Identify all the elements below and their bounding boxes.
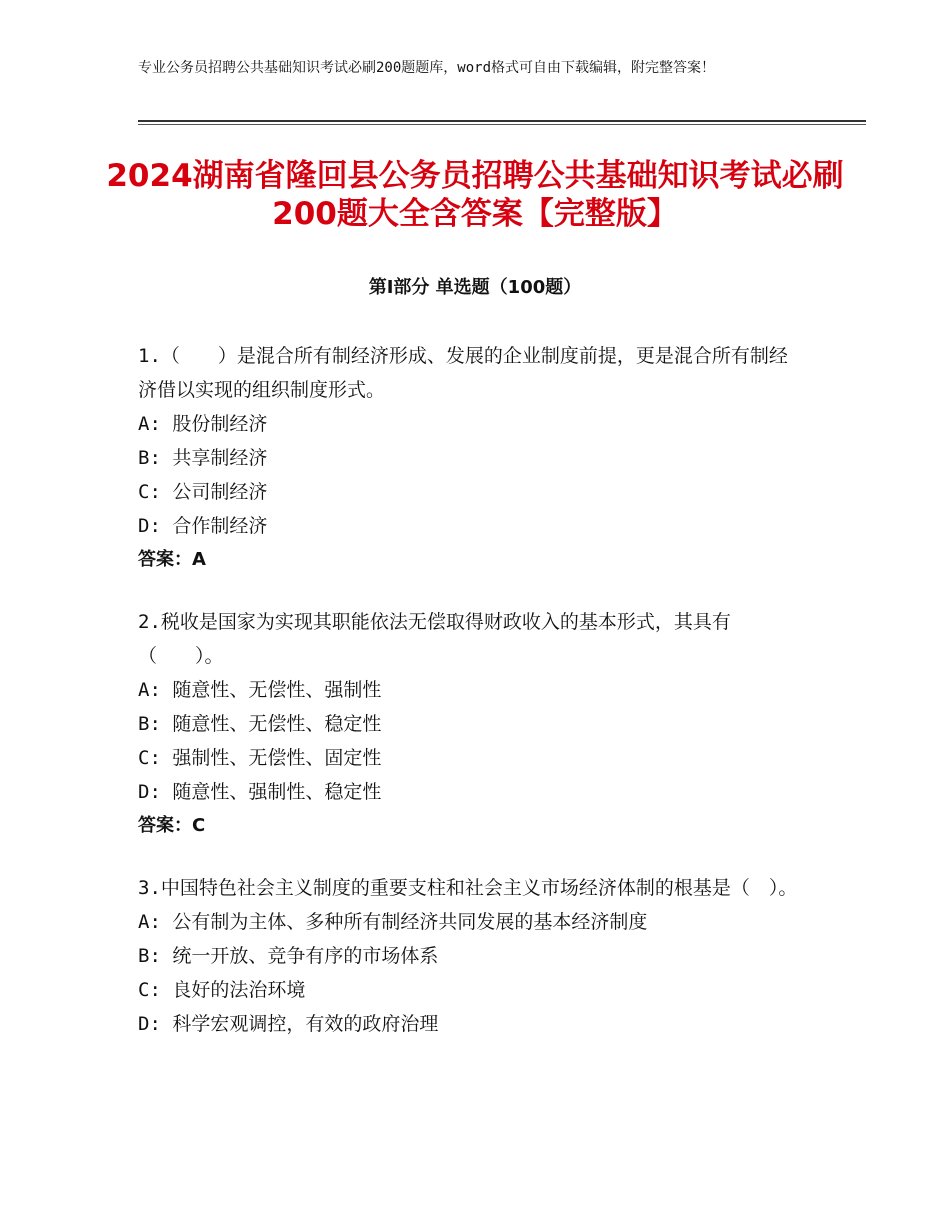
document-title: 2024湖南省隆回县公务员招聘公共基础知识考试必刷200题大全含答案【完整版】: [106, 158, 844, 232]
answer: 答案：A: [138, 549, 206, 570]
question-stem: 1.（ ）是混合所有制经济形成、发展的企业制度前提，更是混合所有制经济借以实现的组织制度形式。: [138, 345, 788, 401]
question-stem: 2.税收是国家为实现其职能依法无偿取得财政收入的基本形式，其具有（ ）。: [138, 611, 731, 667]
option-c: C: 公司制经济: [138, 481, 268, 503]
header-rule-thick: [138, 120, 866, 122]
option-a: A: 股份制经济: [138, 413, 268, 435]
question-stem: 3.中国特色社会主义制度的重要支柱和社会主义市场经济体制的根基是（ ）。: [138, 877, 798, 899]
question-1: [138, 339, 798, 577]
option-c: C: 良好的法治环境: [138, 979, 306, 1001]
answer: 答案：C: [138, 815, 206, 836]
option-a: A: 公有制为主体、多种所有制经济共同发展的基本经济制度: [138, 911, 648, 933]
question-list: [138, 339, 798, 1069]
option-b: B: 随意性、无偿性、稳定性: [138, 713, 382, 735]
option-d: D: 科学宏观调控，有效的政府治理: [138, 1013, 439, 1035]
question-3: [138, 871, 798, 1041]
question-2: [138, 605, 798, 843]
option-d: D: 合作制经济: [138, 515, 268, 537]
option-d: D: 随意性、强制性、稳定性: [138, 781, 382, 803]
option-b: B: 统一开放、竞争有序的市场体系: [138, 945, 439, 967]
header-rule-thin: [138, 124, 866, 125]
option-a: A: 随意性、无偿性、强制性: [138, 679, 382, 701]
option-b: B: 共享制经济: [138, 447, 268, 469]
header-note: 专业公务员招聘公共基础知识考试必刷200题题库，word格式可自由下载编辑，附完整答案！: [138, 60, 715, 76]
option-c: C: 强制性、无偿性、固定性: [138, 747, 382, 769]
section-heading: 第I部分 单选题（100题）: [368, 277, 582, 298]
